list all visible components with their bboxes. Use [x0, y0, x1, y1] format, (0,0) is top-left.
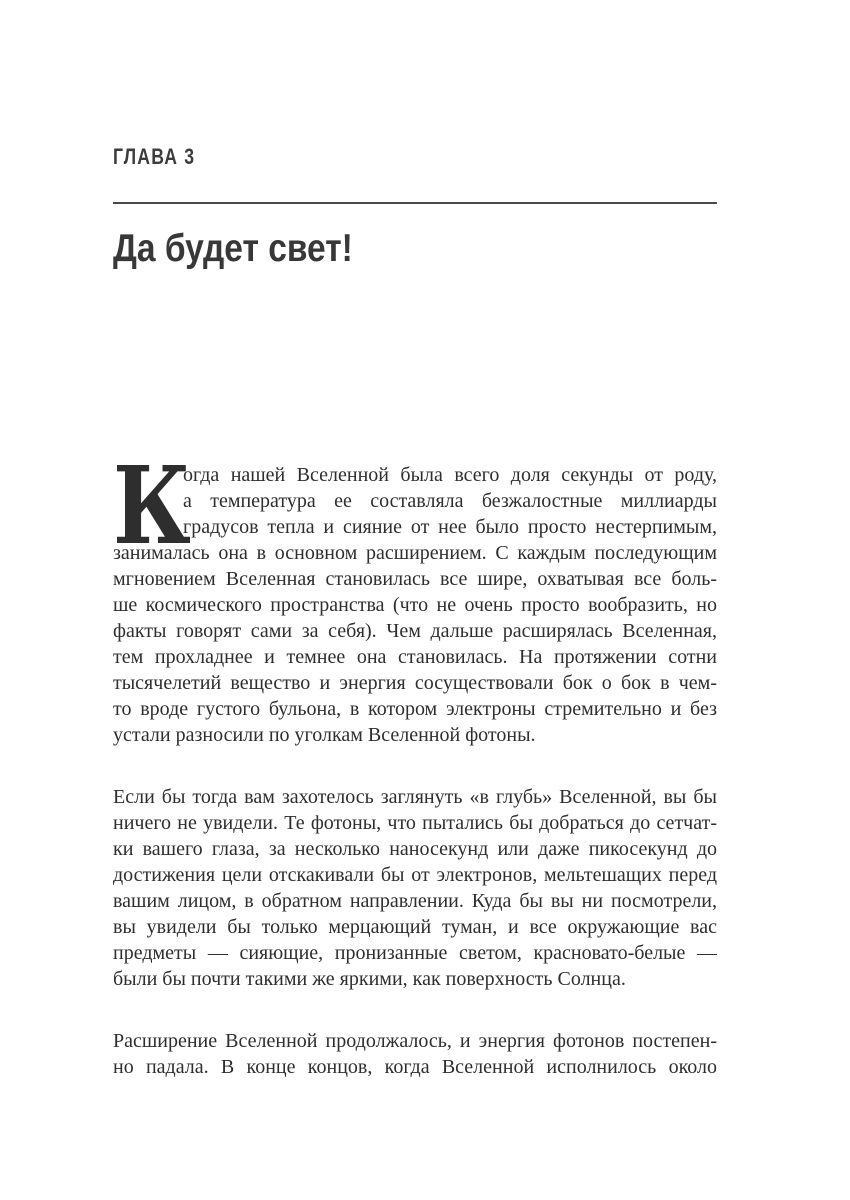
paragraph-1 — [113, 444, 717, 748]
page-content — [113, 0, 717, 1080]
text-line: были бы почти такими же яркими, как поверхность Солнца. — [113, 968, 626, 990]
chapter-title: Да будет свет! — [113, 227, 353, 270]
text-line: вашим лицом, в обратном направлении. Куда бы вы ни посмотрели, — [113, 890, 717, 912]
text-line: ки вашего глаза, за несколько наносекунд или даже пикосекунд до — [113, 838, 717, 860]
text-line: огда нашей Вселенной была всего доля секунды от роду, — [183, 464, 717, 486]
chapter-label: ГЛАВА 3 — [113, 144, 196, 169]
text-line: факты говорят сами за себя). Чем дальше расширялась Вселенная, — [113, 620, 717, 642]
text-line: вы увидели бы только мерцающий туман, и все окружающие вас — [113, 916, 717, 938]
drop-cap: К — [113, 444, 191, 569]
text-line: занималась она в основном расширением. С каждым последующим — [113, 542, 717, 564]
chapter-divider-rule — [113, 202, 717, 204]
text-line: Расширение Вселенной продолжалось, и энергия фотонов постепен- — [113, 1030, 717, 1052]
text-line: устали разносили по уголкам Вселенной фотоны. — [113, 724, 536, 746]
text-line: предметы — сияющие, пронизанные светом, красновато-белые — — [113, 942, 717, 964]
text-line: но падала. В конце концов, когда Вселенной исполнилось около — [113, 1056, 717, 1078]
text-line: достижения цели отскакивали бы от электронов, мельтешащих перед — [113, 864, 717, 886]
text-line: мгновением Вселенная становилась все шире, охватывая все боль- — [113, 568, 717, 590]
paragraph-2 — [113, 784, 717, 992]
body-text — [113, 444, 717, 1080]
text-line: тысячелетий вещество и энергия сосуществовали бок о бок в чем- — [113, 672, 717, 694]
paragraph-3 — [113, 1028, 717, 1080]
text-line: градусов тепла и сияние от нее было просто нестерпимым, — [183, 516, 717, 538]
text-line: тем прохладнее и темнее она становилась. На протяжении сотни — [113, 646, 717, 668]
text-line: Если бы тогда вам захотелось заглянуть «в глубь» Вселенной, вы бы — [113, 786, 717, 808]
text-line: ничего не увидели. Те фотоны, что пытались бы добраться до сетчат- — [113, 812, 717, 834]
text-line: ше космического пространства (что не очень просто вообразить, но — [113, 594, 717, 616]
text-line: а температура ее составляла безжалостные миллиарды — [183, 490, 717, 512]
text-line: то вроде густого бульона, в котором электроны стремительно и без — [113, 698, 717, 720]
